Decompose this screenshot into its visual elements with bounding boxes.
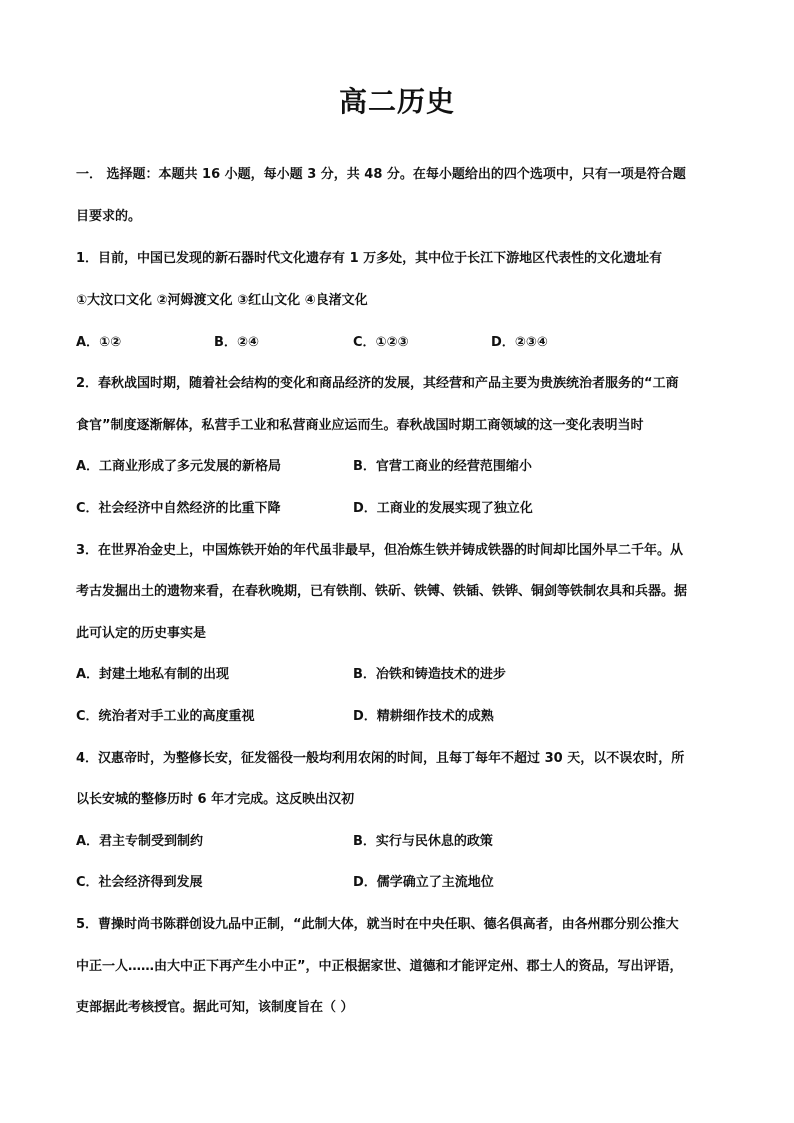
question-2-option-b: B．官营工商业的经营范围缩小 xyxy=(353,459,532,474)
question-4-option-c: C．社会经济得到发展 xyxy=(76,875,203,890)
question-3-stem-line-3: 此可认定的历史事实是 xyxy=(76,626,207,641)
page-title: 高二历史 xyxy=(338,85,455,118)
question-1-option-a: A．①② xyxy=(76,335,122,350)
question-1-option-b: B．②④ xyxy=(214,335,259,350)
question-2-option-c: C．社会经济中自然经济的比重下降 xyxy=(76,501,281,516)
question-3-option-d: D．精耕细作技术的成熟 xyxy=(353,709,494,724)
question-4-option-a: A．君主专制受到制约 xyxy=(76,834,204,849)
section-instructions-line-1: 一． 选择题：本题共 16 小题，每小题 3 分，共 48 分。在每小题给出的四个选项中，只有一项是符合题 xyxy=(76,167,686,182)
question-1-option-d: D．②③④ xyxy=(491,335,548,350)
question-5-stem-line-3: 吏部据此考核授官。据此可知，该制度旨在（ ） xyxy=(76,1000,354,1015)
question-1-items: ①大汶口文化 ②河姆渡文化 ③红山文化 ④良渚文化 xyxy=(76,293,368,308)
question-1-stem: 1．目前，中国已发现的新石器时代文化遗存有 1 万多处，其中位于长江下游地区代表性的文化遗址有 xyxy=(76,251,663,266)
question-4-option-b: B．实行与民休息的政策 xyxy=(353,834,493,849)
question-4-option-d: D．儒学确立了主流地位 xyxy=(353,875,494,890)
question-5-stem-line-2: 中正一人……由大中正下再产生小中正”，中正根据家世、道德和才能评定州、郡士人的资品，写出评语， xyxy=(76,959,683,974)
question-3-option-a: A．封建土地私有制的出现 xyxy=(76,667,230,682)
question-2-option-a: A．工商业形成了多元发展的新格局 xyxy=(76,459,282,474)
question-5-stem-line-1: 5．曹操时尚书陈群创设九品中正制，“此制大体，就当时在中央任职、德名俱高者，由各州郡分别公推大 xyxy=(76,917,679,932)
question-1-option-c: C．①②③ xyxy=(353,335,409,350)
question-4-stem-line-1: 4．汉惠帝时，为整修长安，征发徭役一般均利用农闲的时间，且每丁每年不超过 30 天，以不误农时，所 xyxy=(76,751,685,766)
section-instructions-line-2: 目要求的。 xyxy=(76,209,142,224)
question-3-option-c: C．统治者对手工业的高度重视 xyxy=(76,709,255,724)
question-3-option-b: B．冶铁和铸造技术的进步 xyxy=(353,667,506,682)
question-4-stem-line-2: 以长安城的整修历时 6 年才完成。这反映出汉初 xyxy=(76,792,355,807)
question-2-option-d: D．工商业的发展实现了独立化 xyxy=(353,501,533,516)
question-3-stem-line-2: 考古发掘出土的遗物来看，在春秋晚期，已有铁削、铁斫、铁镈、铁锸、铁铧、铜剑等铁制农具和兵器。据 xyxy=(76,584,688,599)
question-3-stem-line-1: 3．在世界冶金史上，中国炼铁开始的年代虽非最早，但冶炼生铁并铸成铁器的时间却比国外早二千年。从 xyxy=(76,543,684,558)
question-2-stem-line-2: 食官”制度逐渐解体，私营手工业和私营商业应运而生。春秋战国时期工商领域的这一变化表明当时 xyxy=(76,418,644,433)
question-2-stem-line-1: 2．春秋战国时期，随着社会结构的变化和商品经济的发展，其经营和产品主要为贵族统治者服务的“工商 xyxy=(76,376,679,391)
